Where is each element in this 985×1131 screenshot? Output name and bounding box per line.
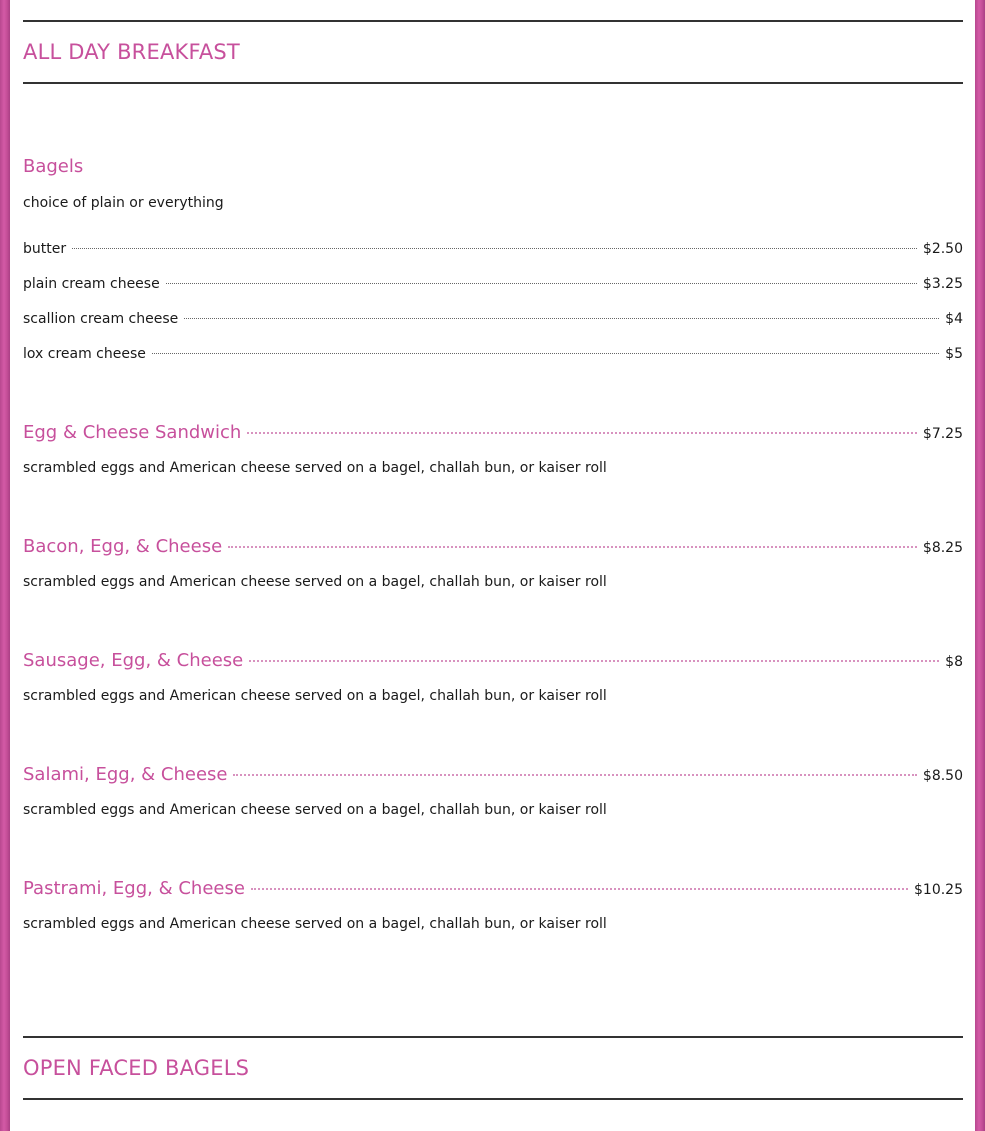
option-row <box>23 276 963 292</box>
item-description: choice of plain or everything <box>23 195 224 211</box>
dotted-leader <box>166 283 917 284</box>
section-title: ALL DAY BREAKFAST <box>23 40 240 64</box>
menu-item-bacon-egg-cheese <box>23 536 963 557</box>
item-title: Sausage, Egg, & Cheese <box>23 650 244 671</box>
option-label: butter <box>23 241 67 257</box>
item-description: scrambled eggs and American cheese served on a bagel, challah bun, or kaiser roll <box>23 574 607 590</box>
option-label: plain cream cheese <box>23 276 160 292</box>
option-price: $5 <box>945 346 963 362</box>
item-title: Egg & Cheese Sandwich <box>23 422 242 443</box>
menu-item-salami-egg-cheese <box>23 764 963 785</box>
dotted-leader <box>184 318 939 319</box>
menu-item-bagels <box>23 156 963 177</box>
option-row <box>23 346 963 362</box>
dotted-leader <box>251 888 908 890</box>
option-price: $3.25 <box>922 276 963 292</box>
item-title: Bacon, Egg, & Cheese <box>23 536 223 557</box>
item-price: $8.50 <box>922 768 963 784</box>
option-price: $2.50 <box>922 241 963 257</box>
menu-item-sausage-egg-cheese <box>23 650 963 671</box>
menu-item-pastrami-egg-cheese <box>23 878 963 899</box>
menu-item-egg-cheese <box>23 422 963 443</box>
option-row <box>23 311 963 327</box>
section-title: OPEN FACED BAGELS <box>23 1056 250 1080</box>
item-title: Salami, Egg, & Cheese <box>23 764 228 785</box>
item-description: scrambled eggs and American cheese served on a bagel, challah bun, or kaiser roll <box>23 916 607 932</box>
dotted-leader <box>249 660 939 662</box>
section-header-open-faced <box>23 1036 963 1100</box>
option-price: $4 <box>945 311 963 327</box>
item-price: $7.25 <box>922 426 963 442</box>
item-price: $8 <box>945 654 963 670</box>
option-row <box>23 241 963 257</box>
dotted-leader <box>228 546 917 548</box>
dotted-leader <box>247 432 917 434</box>
dotted-leader <box>233 774 916 776</box>
item-description: scrambled eggs and American cheese served on a bagel, challah bun, or kaiser roll <box>23 802 607 818</box>
right-decorative-border <box>975 0 985 1131</box>
dotted-leader <box>72 248 917 249</box>
dotted-leader <box>152 353 939 354</box>
item-price: $10.25 <box>914 882 963 898</box>
item-description: scrambled eggs and American cheese served on a bagel, challah bun, or kaiser roll <box>23 688 607 704</box>
item-title: Pastrami, Egg, & Cheese <box>23 878 245 899</box>
item-description: scrambled eggs and American cheese served on a bagel, challah bun, or kaiser roll <box>23 460 607 476</box>
option-label: scallion cream cheese <box>23 311 179 327</box>
item-title: Bagels <box>23 156 84 177</box>
option-label: lox cream cheese <box>23 346 146 362</box>
item-price: $8.25 <box>922 540 963 556</box>
left-decorative-border <box>0 0 10 1131</box>
section-header-breakfast <box>23 20 963 84</box>
